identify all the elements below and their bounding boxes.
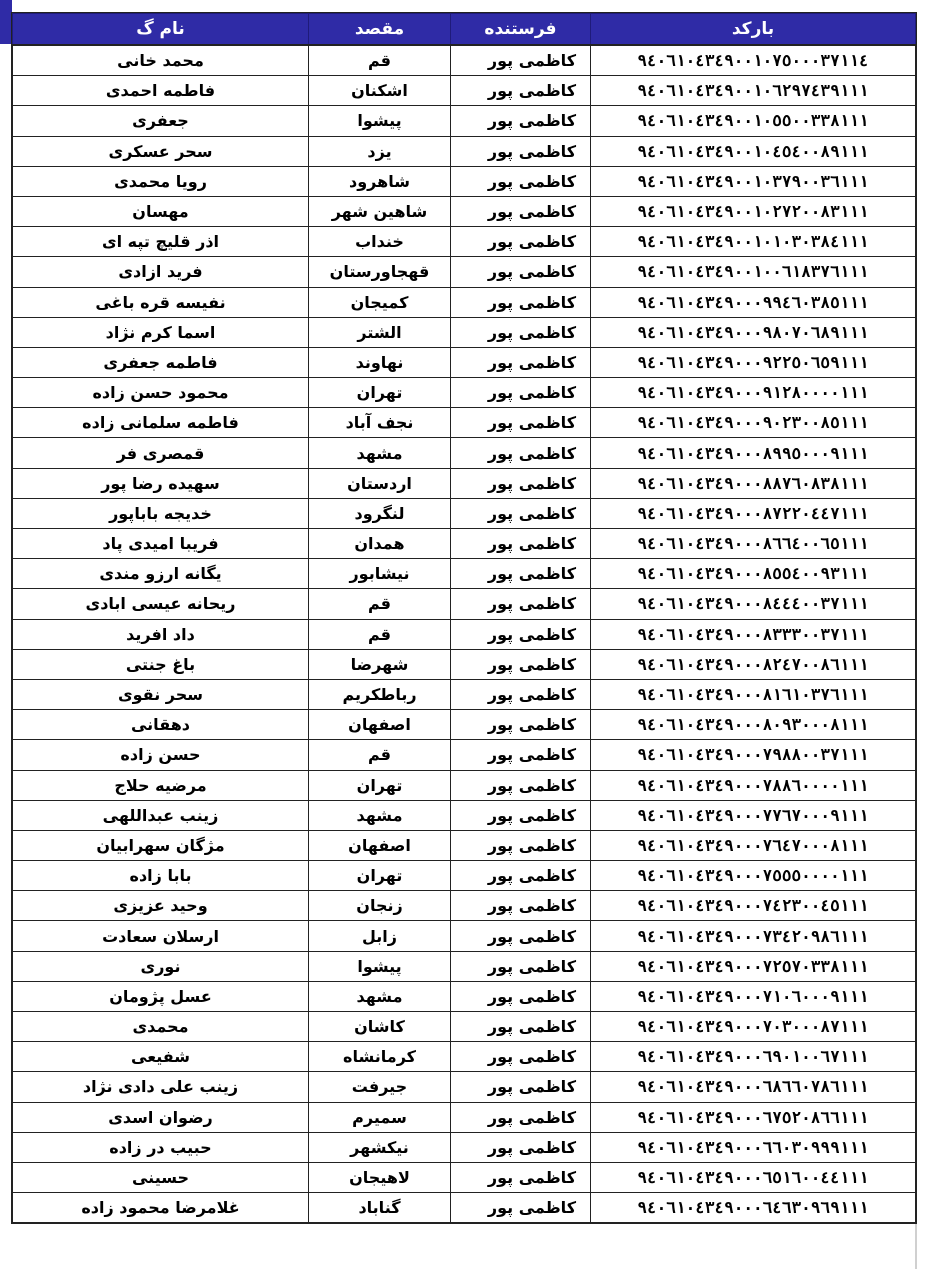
destination-cell: اردستان [309,468,451,498]
sender-cell: کاظمی پور [451,347,591,377]
barcode-cell: ٩٤٠٦١٠٤٣٤٩٠٠٠٦٥١٦٠٠٤٤١١١ [591,1162,916,1192]
sender-cell: کاظمی پور [451,76,591,106]
name-cell: حسن زاده [13,740,309,770]
name-cell: مهسان [13,196,309,226]
barcode-cell: ٩٤٠٦١٠٤٣٤٩٠٠١٠٣٧٩٠٠٣٦١١١ [591,166,916,196]
table-row [13,378,916,408]
table-row [13,679,916,709]
table-row [13,1042,916,1072]
barcode-cell: ٩٤٠٦١٠٤٣٤٩٠٠٠٧٩٨٨٠٠٣٧١١١ [591,740,916,770]
barcode-cell: ٩٤٠٦١٠٤٣٤٩٠٠٠٨٧٢٢٠٤٤٧١١١ [591,498,916,528]
name-cell: جعفری [13,106,309,136]
destination-cell: گناباد [309,1193,451,1223]
destination-cell: لنگرود [309,498,451,528]
sender-cell: کاظمی پور [451,589,591,619]
barcode-cell: ٩٤٠٦١٠٤٣٤٩٠٠٠٧٤٢٣٠٠٤٥١١١ [591,891,916,921]
barcode-cell: ٩٤٠٦١٠٤٣٤٩٠٠٠٨٤٤٤٠٠٣٧١١١ [591,589,916,619]
destination-cell: شاهین شهر [309,196,451,226]
sender-cell: کاظمی پور [451,1102,591,1132]
sender-cell: کاظمی پور [451,136,591,166]
destination-cell: سمیرم [309,1102,451,1132]
sender-cell: کاظمی پور [451,830,591,860]
destination-cell: رباطکریم [309,679,451,709]
sender-cell: کاظمی پور [451,498,591,528]
barcode-cell: ٩٤٠٦١٠٤٣٤٩٠٠١٠٥٥٠٠٣٣٨١١١ [591,106,916,136]
destination-cell: الشتر [309,317,451,347]
barcode-cell: ٩٤٠٦١٠٤٣٤٩٠٠١٠٧٥٠٠٠٣٧١١٤ [591,45,916,76]
name-cell: قمصری فر [13,438,309,468]
destination-cell: زابل [309,921,451,951]
sender-cell: کاظمی پور [451,861,591,891]
name-cell: بابا زاده [13,861,309,891]
destination-cell: جیرفت [309,1072,451,1102]
name-cell: نفیسه قره باغی [13,287,309,317]
destination-cell: تهران [309,770,451,800]
name-cell: اذر قلیچ تپه ای [13,227,309,257]
table-row [13,951,916,981]
table-row [13,861,916,891]
shipment-table [12,13,916,1223]
destination-cell: لاهیجان [309,1162,451,1192]
table-row [13,770,916,800]
barcode-cell: ٩٤٠٦١٠٤٣٤٩٠٠٠٧٧٦٧٠٠٠٩١١١ [591,800,916,830]
barcode-cell: ٩٤٠٦١٠٤٣٤٩٠٠٠٨٦٦٤٠٠٦٥١١١ [591,529,916,559]
destination-cell: کاشان [309,1012,451,1042]
destination-cell: مشهد [309,981,451,1011]
barcode-cell: ٩٤٠٦١٠٤٣٤٩٠٠٠٩٢٢٥٠٦٥٩١١١ [591,347,916,377]
name-cell: رضوان اسدی [13,1102,309,1132]
destination-cell: نهاوند [309,347,451,377]
table-row [13,981,916,1011]
table-row [13,649,916,679]
barcode-cell: ٩٤٠٦١٠٤٣٤٩٠٠٠٨٨٧٦٠٨٣٨١١١ [591,468,916,498]
table-row [13,347,916,377]
table-row [13,196,916,226]
destination-cell: قم [309,740,451,770]
sender-cell: کاظمی پور [451,317,591,347]
table-row [13,45,916,76]
name-cell: ارسلان سعادت [13,921,309,951]
sender-cell: کاظمی پور [451,740,591,770]
table-row [13,740,916,770]
barcode-cell: ٩٤٠٦١٠٤٣٤٩٠٠١٠٦٢٩٧٤٣٩١١١ [591,76,916,106]
sender-cell: کاظمی پور [451,1042,591,1072]
destination-cell: نجف آباد [309,408,451,438]
sender-cell: کاظمی پور [451,951,591,981]
table-row [13,106,916,136]
name-cell: عسل پژومان [13,981,309,1011]
barcode-cell: ٩٤٠٦١٠٤٣٤٩٠٠٠٧٨٨٦٠٠٠٠١١١ [591,770,916,800]
name-cell: سحر عسکری [13,136,309,166]
barcode-cell: ٩٤٠٦١٠٤٣٤٩٠٠٠٧٦٤٧٠٠٠٨١١١ [591,830,916,860]
barcode-cell: ٩٤٠٦١٠٤٣٤٩٠٠٠٩١٢٨٠٠٠٠١١١ [591,378,916,408]
header-barcode: بارکد [591,14,916,46]
sender-cell: کاظمی پور [451,106,591,136]
table-row [13,589,916,619]
table-row [13,921,916,951]
sender-cell: کاظمی پور [451,921,591,951]
table-row [13,800,916,830]
barcode-cell: ٩٤٠٦١٠٤٣٤٩٠٠٠٦٤٦٣٠٩٦٩١١١ [591,1193,916,1223]
table-body [13,45,916,1223]
sender-cell: کاظمی پور [451,45,591,76]
table-row [13,891,916,921]
sender-cell: کاظمی پور [451,438,591,468]
table-row [13,227,916,257]
table-row [13,1102,916,1132]
name-cell: نوری [13,951,309,981]
destination-cell: اشکنان [309,76,451,106]
sender-cell: کاظمی پور [451,619,591,649]
destination-cell: پیشوا [309,106,451,136]
barcode-cell: ٩٤٠٦١٠٤٣٤٩٠٠٠٩٨٠٧٠٦٨٩١١١ [591,317,916,347]
barcode-cell: ٩٤٠٦١٠٤٣٤٩٠٠٠٧٠٣٠٠٠٨٧١١١ [591,1012,916,1042]
sender-cell: کاظمی پور [451,891,591,921]
table-header [13,14,916,46]
destination-cell: مشهد [309,438,451,468]
table-row [13,529,916,559]
table-row [13,710,916,740]
name-cell: محمدی [13,1012,309,1042]
destination-cell: تهران [309,861,451,891]
table-row [13,317,916,347]
barcode-cell: ٩٤٠٦١٠٤٣٤٩٠٠٠٦٩٠١٠٠٦٧١١١ [591,1042,916,1072]
barcode-cell: ٩٤٠٦١٠٤٣٤٩٠٠١٠٤٥٤٠٠٨٩١١١ [591,136,916,166]
name-cell: حبیب در زاده [13,1132,309,1162]
sender-cell: کاظمی پور [451,559,591,589]
barcode-cell: ٩٤٠٦١٠٤٣٤٩٠٠١٠٠٦١٨٣٧٦١١١ [591,257,916,287]
header-edge-strip [0,0,12,44]
destination-cell: اصفهان [309,710,451,740]
sender-cell: کاظمی پور [451,408,591,438]
destination-cell: همدان [309,529,451,559]
header-destination: مقصد [309,14,451,46]
name-cell: شفیعی [13,1042,309,1072]
header-row [13,14,916,46]
destination-cell: کمیجان [309,287,451,317]
name-cell: دهقانی [13,710,309,740]
table-row [13,468,916,498]
name-cell: مرضیه حلاج [13,770,309,800]
sender-cell: کاظمی پور [451,1132,591,1162]
table-row [13,559,916,589]
sender-cell: کاظمی پور [451,257,591,287]
barcode-cell: ٩٤٠٦١٠٤٣٤٩٠٠٠٨١٦١٠٣٧٦١١١ [591,679,916,709]
barcode-cell: ٩٤٠٦١٠٤٣٤٩٠٠٠٧٥٥٥٠٠٠٠١١١ [591,861,916,891]
name-cell: فاطمه احمدی [13,76,309,106]
sender-cell: کاظمی پور [451,196,591,226]
destination-cell: شهرضا [309,649,451,679]
name-cell: سهیده رضا پور [13,468,309,498]
destination-cell: نیکشهر [309,1132,451,1162]
barcode-cell: ٩٤٠٦١٠٤٣٤٩٠٠٠٧٣٤٢٠٩٨٦١١١ [591,921,916,951]
header-name: نام گ [13,14,309,46]
destination-cell: نیشابور [309,559,451,589]
sender-cell: کاظمی پور [451,1072,591,1102]
name-cell: یگانه ارزو مندی [13,559,309,589]
destination-cell: قهجاورستان [309,257,451,287]
table-row [13,438,916,468]
name-cell: سحر نقوی [13,679,309,709]
table-row [13,257,916,287]
table-row [13,408,916,438]
destination-cell: زنجان [309,891,451,921]
destination-cell: شاهرود [309,166,451,196]
table-row [13,498,916,528]
destination-cell: قم [309,619,451,649]
destination-cell: تهران [309,378,451,408]
destination-cell: یزد [309,136,451,166]
table-row [13,1193,916,1223]
sender-cell: کاظمی پور [451,649,591,679]
destination-cell: مشهد [309,800,451,830]
barcode-cell: ٩٤٠٦١٠٤٣٤٩٠٠١٠١٠٣٠٣٨٤١١١ [591,227,916,257]
destination-cell: قم [309,589,451,619]
barcode-cell: ٩٤٠٦١٠٤٣٤٩٠٠٠٦٧٥٢٠٨٦٦١١١ [591,1102,916,1132]
name-cell: اسما کرم نژاد [13,317,309,347]
header-sender: فرستنده [451,14,591,46]
table-row [13,1162,916,1192]
barcode-cell: ٩٤٠٦١٠٤٣٤٩٠٠٠٦٨٦٦٠٧٨٦١١١ [591,1072,916,1102]
name-cell: فاطمه سلمانی زاده [13,408,309,438]
sender-cell: کاظمی پور [451,1012,591,1042]
sender-cell: کاظمی پور [451,710,591,740]
destination-cell: اصفهان [309,830,451,860]
table-row [13,287,916,317]
name-cell: محمد خانی [13,45,309,76]
name-cell: زینب عبداللهی [13,800,309,830]
sender-cell: کاظمی پور [451,1193,591,1223]
sender-cell: کاظمی پور [451,166,591,196]
table-row [13,619,916,649]
name-cell: داد افرید [13,619,309,649]
barcode-cell: ٩٤٠٦١٠٤٣٤٩٠٠٠٨٣٣٣٠٠٣٧١١١ [591,619,916,649]
destination-cell: قم [309,45,451,76]
sender-cell: کاظمی پور [451,287,591,317]
table-row [13,1012,916,1042]
barcode-cell: ٩٤٠٦١٠٤٣٤٩٠٠٠٧١٠٦٠٠٠٩١١١ [591,981,916,1011]
destination-cell: خنداب [309,227,451,257]
table-row [13,136,916,166]
name-cell: فاطمه جعفری [13,347,309,377]
barcode-cell: ٩٤٠٦١٠٤٣٤٩٠٠٠٨٢٤٧٠٠٨٦١١١ [591,649,916,679]
barcode-cell: ٩٤٠٦١٠٤٣٤٩٠٠٠٦٦٠٣٠٩٩٩١١١ [591,1132,916,1162]
destination-cell: پیشوا [309,951,451,981]
barcode-cell: ٩٤٠٦١٠٤٣٤٩٠٠٠٨٠٩٣٠٠٠٨١١١ [591,710,916,740]
name-cell: فرید ازادی [13,257,309,287]
name-cell: فریبا امیدی پاد [13,529,309,559]
table-row [13,76,916,106]
table-row [13,1132,916,1162]
barcode-cell: ٩٤٠٦١٠٤٣٤٩٠٠١٠٢٧٢٠٠٨٣١١١ [591,196,916,226]
name-cell: محمود حسن زاده [13,378,309,408]
sender-cell: کاظمی پور [451,981,591,1011]
name-cell: خدیجه باباپور [13,498,309,528]
sender-cell: کاظمی پور [451,800,591,830]
barcode-cell: ٩٤٠٦١٠٤٣٤٩٠٠٠٨٩٩٥٠٠٠٩١١١ [591,438,916,468]
sender-cell: کاظمی پور [451,227,591,257]
name-cell: حسینی [13,1162,309,1192]
sender-cell: کاظمی پور [451,529,591,559]
table-row [13,166,916,196]
name-cell: رویا محمدی [13,166,309,196]
barcode-cell: ٩٤٠٦١٠٤٣٤٩٠٠٠٧٢٥٧٠٣٣٨١١١ [591,951,916,981]
name-cell: وحید عزیزی [13,891,309,921]
barcode-cell: ٩٤٠٦١٠٤٣٤٩٠٠٠٩٩٤٦٠٣٨٥١١١ [591,287,916,317]
sender-cell: کاظمی پور [451,679,591,709]
name-cell: مژگان سهرابیان [13,830,309,860]
sender-cell: کاظمی پور [451,468,591,498]
table-row [13,830,916,860]
name-cell: ریحانه عیسی ابادی [13,589,309,619]
name-cell: باغ جنتی [13,649,309,679]
name-cell: غلامرضا محمود زاده [13,1193,309,1223]
table-row [13,1072,916,1102]
sender-cell: کاظمی پور [451,770,591,800]
destination-cell: کرمانشاه [309,1042,451,1072]
barcode-cell: ٩٤٠٦١٠٤٣٤٩٠٠٠٨٥٥٤٠٠٩٣١١١ [591,559,916,589]
sender-cell: کاظمی پور [451,1162,591,1192]
sender-cell: کاظمی پور [451,378,591,408]
barcode-cell: ٩٤٠٦١٠٤٣٤٩٠٠٠٩٠٢٣٠٠٨٥١١١ [591,408,916,438]
name-cell: زینب علی دادی نژاد [13,1072,309,1102]
